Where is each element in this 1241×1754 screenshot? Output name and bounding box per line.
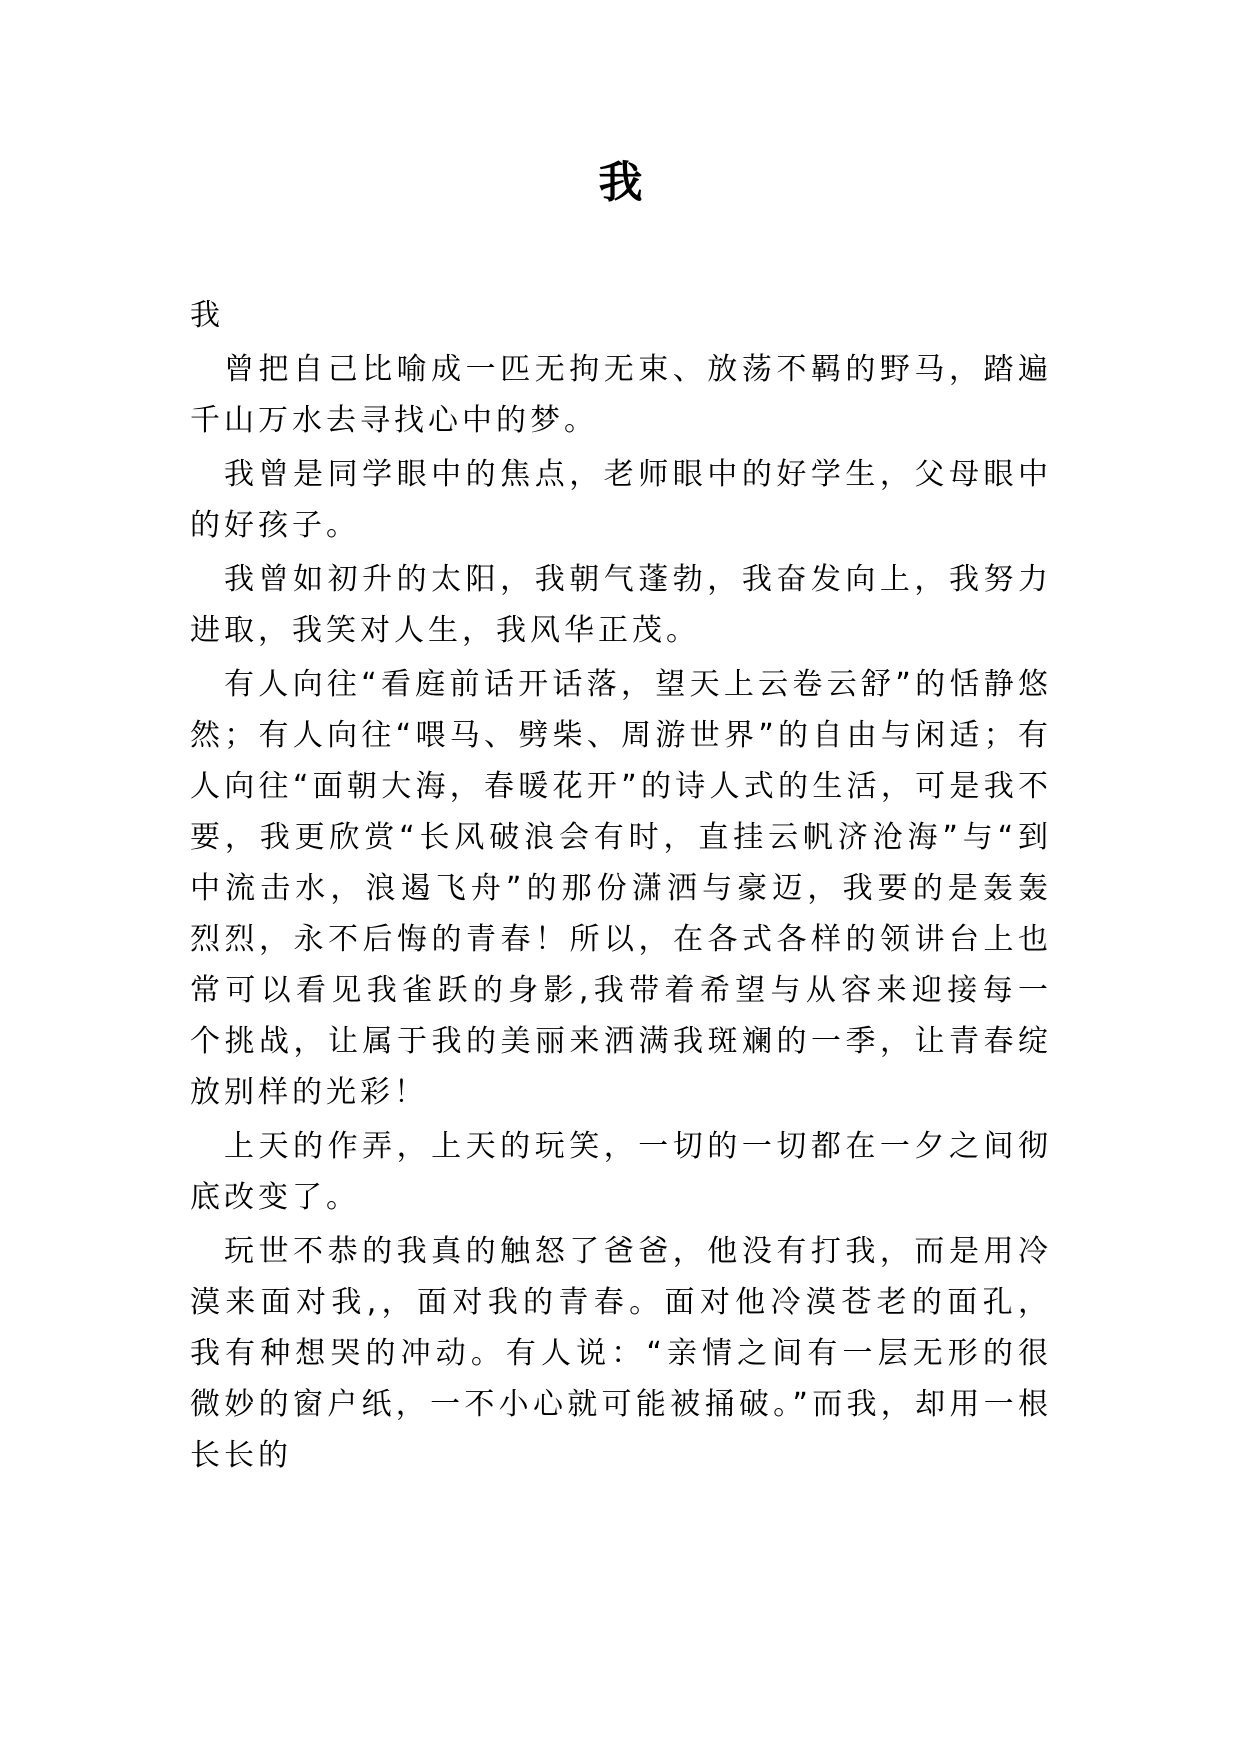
document-body: [190, 290, 1052, 1484]
body-paragraph: 玩世不恭的我真的触怒了爸爸，他没有打我，而是用冷漠来面对我,，面对我的青春。面对他冷漠苍老的面孔，我有种想哭的冲动。有人说：“亲情之间有一层无形的很微妙的窗户纸，一不小心就可能被捅破。”而我，却用一根长长的: [190, 1234, 1052, 1473]
document-title: 我: [598, 157, 643, 208]
body-paragraph: 有人向往“看庭前话开话落，望天上云卷云舒”的恬静悠然；有人向往“喂马、劈柴、周游世界”的自由与闲适；有人向往“面朝大海，春暖花开”的诗人式的生活，可是我不要，我更欣赏“长风破浪会有时，直挂云帆济沧海”与“到中流击水，浪遏飞舟”的那份潇洒与豪迈，我要的是轰轰烈烈，永不后悔的青春！所以，在各式各样的领讲台上也常可以看见我雀跃的身影,我带着希望与从容来迎接每一个挑战，让属于我的美丽来洒满我斑斓的一季，让青春绽放别样的光彩！: [190, 667, 1052, 1110]
body-paragraph: 我曾是同学眼中的焦点，老师眼中的好学生，父母眼中的好孩子。: [190, 457, 1052, 543]
body-paragraph: 上天的作弄，上天的玩笑，一切的一切都在一夕之间彻底改变了。: [190, 1129, 1052, 1215]
body-paragraph: 我曾如初升的太阳，我朝气蓬勃，我奋发向上，我努力进取，我笑对人生，我风华正茂。: [190, 562, 1052, 648]
body-paragraph: 我: [190, 298, 224, 333]
body-paragraph: 曾把自己比喻成一匹无拘无束、放荡不羁的野马，踏遍千山万水去寻找心中的梦。: [190, 352, 1052, 438]
